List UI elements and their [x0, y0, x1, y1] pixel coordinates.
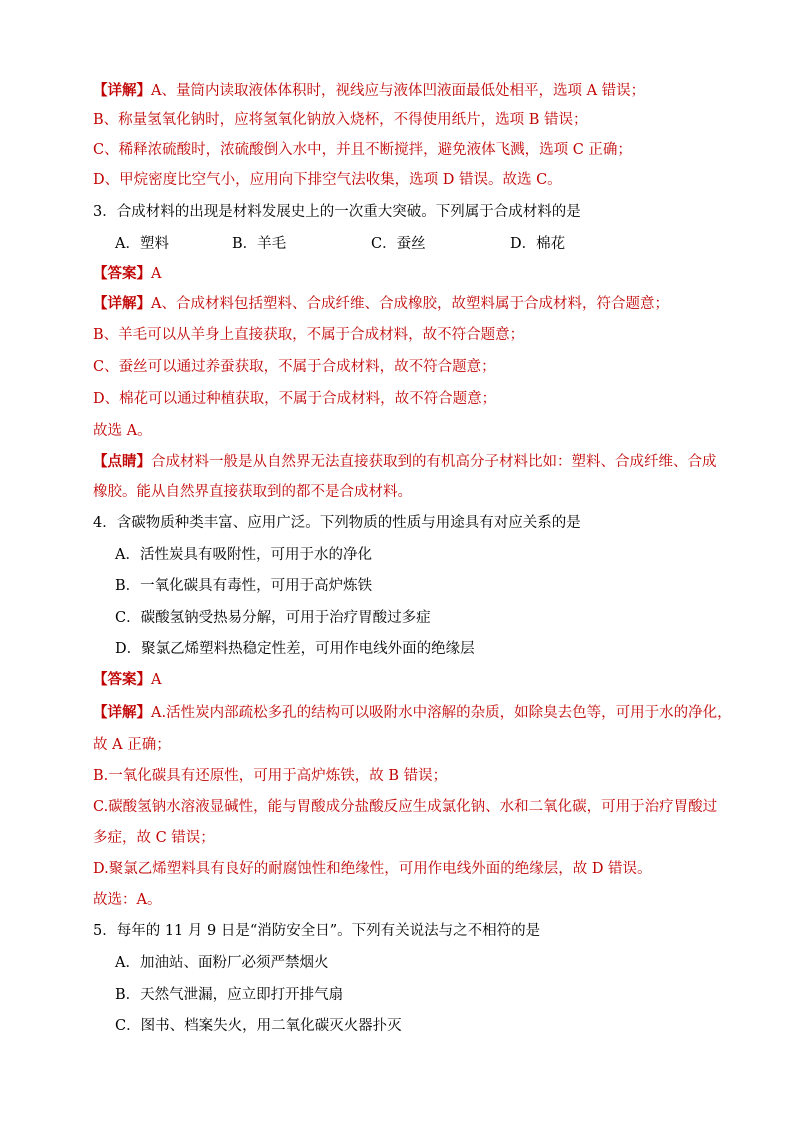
q4-option-d: D．聚氯乙烯塑料热稳定性差，可用作电线外面的绝缘层	[115, 641, 475, 657]
q3-option-b: B．羊毛	[232, 236, 287, 252]
q3-answer: 【答案】A	[93, 265, 162, 282]
q4-detail-line-2: 故 A 正确；	[93, 737, 171, 753]
q4-stem: 4．含碳物质种类丰富、应用广泛。下列物质的性质与用途具有对应关系的是	[93, 515, 581, 531]
q2-detail-line-1: 【详解】A、量筒内读取液体体积时，视线应与液体凹液面最低处相平，选项 A 错误；	[93, 82, 646, 99]
q3-option-d: D．棉花	[510, 236, 566, 252]
q2-detail-line-2: B、称量氢氧化钠时，应将氢氧化钠放入烧杯，不得使用纸片，选项 B 错误；	[93, 112, 588, 128]
q2-detail-line-3: C、稀释浓硫酸时，浓硫酸倒入水中，并且不断搅拌，避免液体飞溅，选项 C 正确；	[93, 142, 632, 158]
q3-detail-line-5: 故选 A。	[93, 423, 152, 439]
q3-detail-line-3: C、蚕丝可以通过养蚕获取，不属于合成材料，故不符合题意；	[93, 359, 496, 375]
q3-detail-line-1: 【详解】A、合成材料包括塑料、合成纤维、合成橡胶，故塑料属于合成材料，符合题意；	[93, 295, 669, 312]
q3-option-a: A．塑料	[115, 236, 169, 252]
q5-option-c: C．图书、档案失火，用二氧化碳灭火器扑灭	[115, 1018, 402, 1034]
q4-detail-line-1: 【详解】A.活性炭内部疏松多孔的结构可以吸附水中溶解的杂质，如除臭去色等，可用于水的净化，	[93, 704, 732, 721]
q4-detail-line-5: 多症，故 C 错误；	[93, 830, 215, 846]
q4-detail-line-6: D.聚氯乙烯塑料具有良好的耐腐蚀性和绝缘性，可用作电线外面的绝缘层，故 D 错误。	[93, 861, 652, 877]
q4-option-b: B．一氧化碳具有毒性，可用于高炉炼铁	[115, 578, 373, 594]
q3-option-c: C．蚕丝	[371, 236, 426, 252]
q3-comment-line-2: 橡胶。能从自然界直接获取到的都不是合成材料。	[93, 484, 412, 500]
q5-option-a: A．加油站、面粉厂必须严禁烟火	[115, 955, 329, 971]
q4-detail-line-7: 故选：A。	[93, 892, 162, 908]
q3-comment-line-1: 【点睛】合成材料一般是从自然界无法直接获取到的有机高分子材料比如：塑料、合成纤维、合成	[93, 453, 717, 470]
detail-tag: 【详解】	[93, 82, 151, 99]
q4-detail-line-3: B.一氧化碳具有还原性，可用于高炉炼铁，故 B 错误；	[93, 768, 448, 784]
q4-detail-line-4: C.碳酸氢钠水溶液显碱性，能与胃酸成分盐酸反应生成氯化钠、水和二氧化碳，可用于治疗胃酸过	[93, 799, 718, 815]
q4-answer: 【答案】A	[93, 671, 162, 688]
q5-option-b: B．天然气泄漏，应立即打开排气扇	[115, 987, 344, 1003]
q3-detail-line-2: B、羊毛可以从羊身上直接获取，不属于合成材料，故不符合题意；	[93, 327, 525, 343]
q3-detail-line-4: D、棉花可以通过种植获取，不属于合成材料，故不符合题意；	[93, 391, 497, 407]
q2-detail-line-4: D、甲烷密度比空气小，应用向下排空气法收集，选项 D 错误。故选 C。	[93, 172, 562, 188]
q5-stem: 5．每年的 11 月 9 日是“消防安全日”。下列有关说法与之不相符的是	[93, 923, 541, 939]
q4-option-c: C．碳酸氢钠受热易分解，可用于治疗胃酸过多症	[115, 610, 431, 626]
q4-option-a: A．活性炭具有吸附性，可用于水的净化	[115, 547, 372, 563]
q3-stem: 3．合成材料的出现是材料发展史上的一次重大突破。下列属于合成材料的是	[93, 204, 581, 220]
